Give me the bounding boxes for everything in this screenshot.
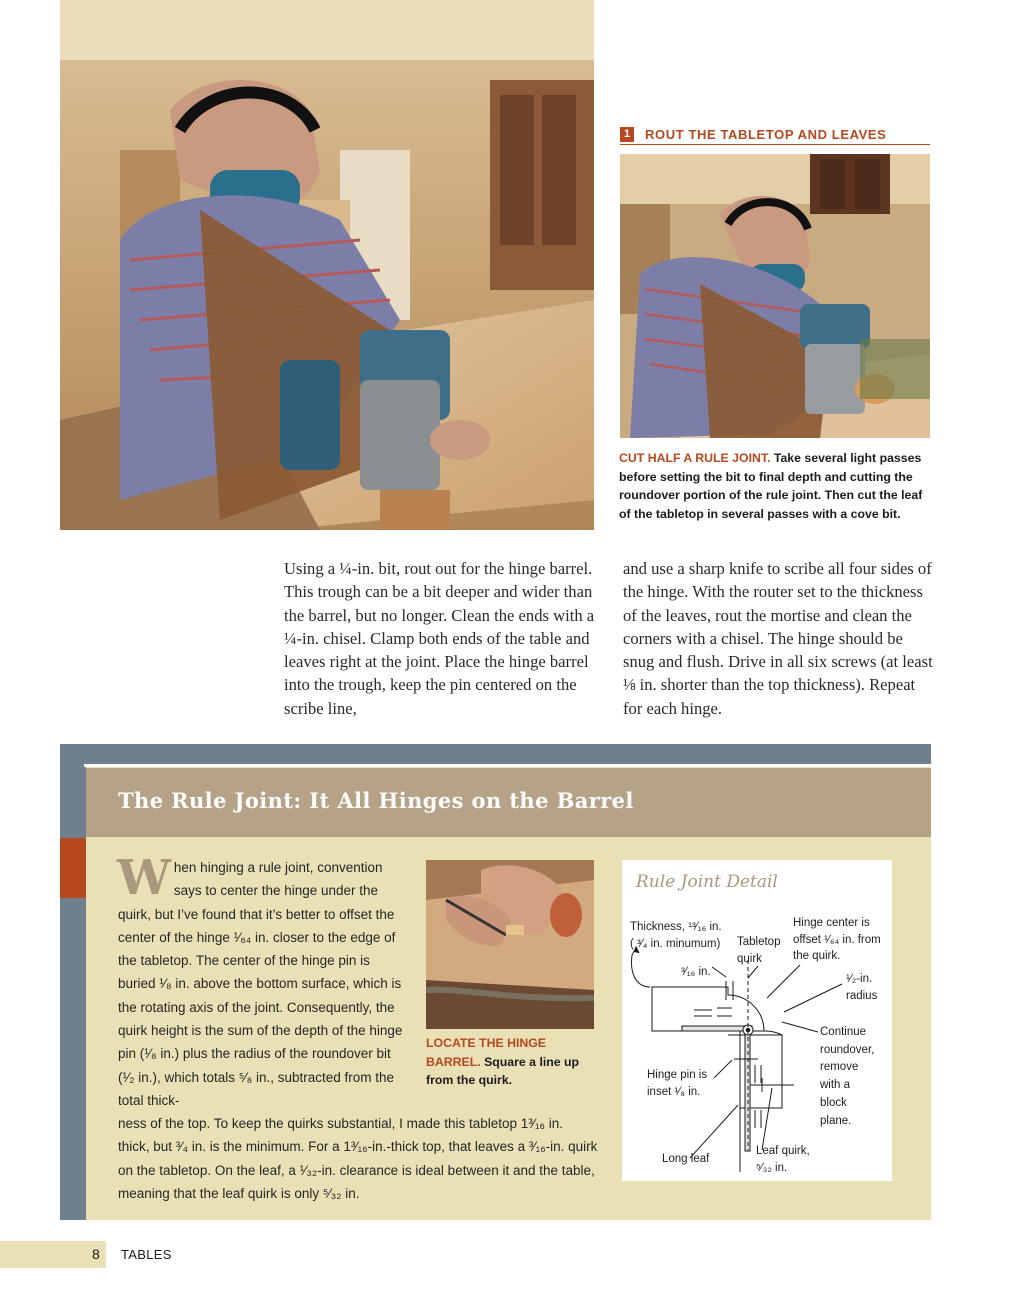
label-thickness-line2: ( ³⁄₄ in. minumum) (630, 937, 721, 950)
label-radius (846, 971, 877, 1004)
body-text-right-column: and use a sharp knife to scribe all four sides of the hinge. With the router set to the thickness of the leaves, rout the mortise and clean the corners with a chisel. The hinge should be snug and flush. Drive in all six screws (at least ⅛ in. shorter than the top thickness). Repeat for each hinge. (623, 559, 933, 718)
rule-joint-drawing (622, 860, 892, 1181)
footer-page-tab (0, 1241, 106, 1268)
label-hinge-center-line3: the quirk. (793, 950, 841, 962)
sidebar-top-bar (60, 744, 931, 766)
main-photo-routing-hinge-trough (60, 0, 594, 530)
step-header (620, 126, 930, 145)
label-hinge-pin-line2: inset ¹⁄₈ in. (647, 1085, 701, 1098)
sidebar-text-top-body: hen hinging a rule joint, convention says to center the hinge under the quirk, but I’ve found that it’s better to offset the center of the hinge ¹⁄₆₄ in. closer to the edge of the tabletop. The center of the hinge pin is buried ¹⁄₈ in. above the bottom surface, which is the rotating axis of the joint. Consequently, the quirk height is the sum of the depth of the hinge pin (¹⁄₈ in.) plus the radius of the roundover bit (¹⁄₂ in.), which totals ⁵⁄₈ in., subtracted from the total thick- (118, 860, 403, 1108)
sidebar-title: The Rule Joint: It All Hinges on the Barrel (118, 788, 634, 813)
caption-lead: CUT HALF A RULE JOINT. (619, 451, 771, 465)
sidebar-panel-rule (84, 764, 931, 767)
label-quirk-dimension: ³⁄₁₆ in. (681, 966, 711, 978)
step-number-badge: 1 (620, 127, 634, 142)
label-radius-line2: radius (846, 989, 878, 1002)
label-radius-line1: ¹⁄₂-in. (846, 973, 873, 985)
caption-body: Take several light passes before setting the bit to final depth and cutting the roundover portion of the rule joint. Then cut the leaf of the tabletop in several passes with a cove bit. (619, 451, 923, 521)
dropcap-letter: W (117, 850, 171, 906)
label-continue-line5: block (820, 1096, 847, 1109)
label-thickness (630, 919, 722, 952)
label-leaf-quirk-line2: ⁵⁄₃₂ in. (756, 1161, 788, 1174)
label-tabletop-quirk-line1: Tabletop (737, 936, 781, 948)
sidebar-left-bar (60, 766, 86, 1220)
label-leaf-quirk-line1: Leaf quirk, (756, 1145, 810, 1157)
rule-joint-diagram (622, 860, 892, 1181)
label-continue-line3: remove (820, 1061, 859, 1074)
diagram-title: Rule Joint Detail (636, 872, 778, 892)
label-hinge-center-line2: offset ¹⁄₆₄ in. from (793, 933, 881, 946)
label-hinge-pin-line1: Hinge pin is (647, 1069, 708, 1081)
running-head: TABLES (121, 1247, 172, 1262)
sidebar-text-bottom: ness of the top. To keep the quirks substantial, I made this tabletop 1³⁄₁₆ in. thick, but ³⁄₄ in. is the minimum. For a 1³⁄₁₆-in.-thick top, that leaves a ³⁄₁₆-in. quirk on the tabletop. On the leaf, a ¹⁄₃₂-in. clearance is ideal between it and the table, meaning that the leaf quirk is only ⁵⁄₃₂ in. (118, 1116, 598, 1201)
step-title: ROUT THE TABLETOP AND LEAVES (645, 127, 887, 142)
label-hinge-center-line1: Hinge center is (793, 917, 870, 929)
sidebar-accent-block (60, 838, 86, 898)
label-tabletop-quirk-line2: quirk (737, 952, 762, 965)
label-leaf-quirk (756, 1143, 810, 1176)
sidebar-caption-lead: LOCATE THE HINGE BARREL. (426, 1036, 547, 1069)
label-thickness-line1: Thickness, ¹³⁄₁₆ in. (630, 921, 722, 933)
sidebar-caption-body: Square a line up from the quirk. (426, 1054, 580, 1088)
label-continue-roundover (820, 1024, 874, 1130)
label-continue-line6: plane. (820, 1114, 852, 1127)
step-photo-caption (619, 449, 933, 523)
label-tabletop-quirk (737, 934, 780, 967)
label-long-leaf: Long leaf (662, 1153, 710, 1165)
page-number: 8 (92, 1246, 100, 1262)
sidebar-photo-caption (426, 1034, 598, 1090)
sidebar-text-top (117, 850, 408, 1112)
label-continue-line2: roundover, (820, 1043, 875, 1056)
body-text-left-column: Using a ¼-in. bit, rout out for the hinge barrel. This trough can be a bit deeper and wider than the barrel, but no longer. Clean the ends with a ¼-in. chisel. Clamp both ends of the table and leaves right at the joint. Place the hinge barrel into the trough, keep the pin centered on the scribe line, (284, 559, 595, 718)
label-hinge-center (793, 915, 881, 965)
sidebar-photo-locate-hinge-barrel (426, 860, 594, 1029)
label-hinge-pin (647, 1067, 707, 1100)
label-continue-line1: Continue (820, 1026, 867, 1038)
label-continue-line4: with a (820, 1079, 851, 1092)
step-photo-cut-rule-joint (620, 154, 930, 438)
